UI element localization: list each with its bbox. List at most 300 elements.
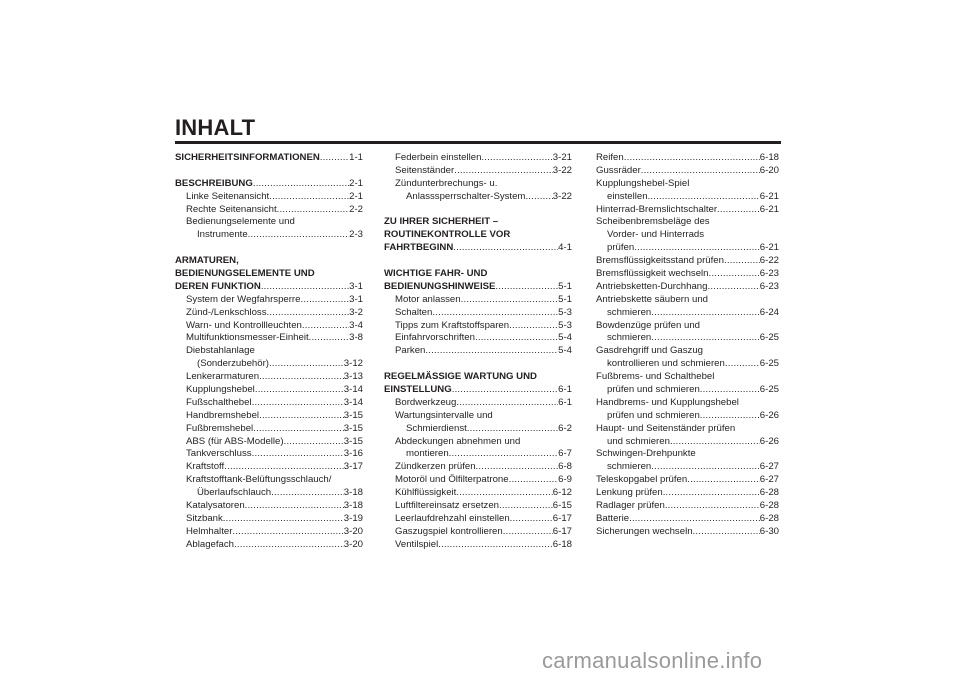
toc-entry-title: Zünd-/Lenkschloss xyxy=(186,306,267,318)
toc-spacer xyxy=(384,358,572,371)
toc-page-number: 3-12 xyxy=(343,358,363,370)
toc-spacer xyxy=(175,242,363,255)
toc-entry[interactable] xyxy=(596,487,779,500)
toc-entry xyxy=(596,229,779,242)
toc-entry-title: Schalten xyxy=(395,306,433,318)
toc-entry-title: Anlasssperrschalter-System xyxy=(406,190,526,202)
toc-page-number: 6-21 xyxy=(759,203,779,215)
toc-leader-dots xyxy=(509,320,558,333)
toc-section-heading xyxy=(175,255,363,268)
toc-entry[interactable] xyxy=(384,320,572,333)
toc-entry-title: Instrumente xyxy=(197,229,248,241)
toc-entry[interactable] xyxy=(175,294,363,307)
toc-entry-title: Handbremshebel xyxy=(186,409,260,421)
toc-entry xyxy=(384,436,572,449)
toc-page-number: 6-27 xyxy=(759,461,779,473)
toc-leader-dots xyxy=(425,345,558,358)
toc-entry[interactable] xyxy=(175,410,363,423)
toc-leader-dots xyxy=(693,526,760,539)
toc-leader-dots xyxy=(259,410,344,423)
toc-leader-dots xyxy=(629,513,760,526)
toc-entry-title: Teleskopgabel prüfen xyxy=(596,474,688,486)
toc-entry[interactable] xyxy=(384,397,572,410)
toc-page-number: 4-1 xyxy=(558,242,572,254)
toc-leader-dots xyxy=(267,307,350,320)
toc-entry-title: FAHRTBEGINN xyxy=(384,242,454,254)
toc-leader-dots xyxy=(252,397,344,410)
toc-page-number: 3-15 xyxy=(343,409,363,421)
toc-section-heading xyxy=(175,268,363,281)
toc-leader-dots xyxy=(467,423,558,436)
toc-section-heading[interactable] xyxy=(175,152,363,165)
toc-entry-title: Handbrems- und Kupplungshebel xyxy=(596,396,739,408)
toc-entry[interactable] xyxy=(175,332,363,345)
toc-entry-title: Lenkung prüfen xyxy=(596,487,663,499)
toc-leader-dots xyxy=(456,487,552,500)
toc-entry[interactable] xyxy=(596,384,779,397)
toc-entry-title: Kupplungshebel xyxy=(186,384,255,396)
toc-page-number: 3-21 xyxy=(552,152,572,163)
toc-entry-title: Einfahrvorschriften xyxy=(395,332,475,344)
toc-entry-title: Vorder- und Hinterrads xyxy=(607,229,705,241)
toc-leader-dots xyxy=(277,204,349,217)
page-title: INHALT xyxy=(175,115,256,140)
toc-entry xyxy=(175,474,363,487)
toc-entry[interactable] xyxy=(596,255,779,268)
toc-entry-title: einstellen xyxy=(607,190,648,202)
toc-leader-dots xyxy=(320,152,349,165)
toc-section-heading[interactable] xyxy=(384,242,572,255)
toc-page-number: 6-25 xyxy=(759,332,779,344)
toc-page-number: 1-1 xyxy=(349,152,363,163)
toc-page-number: 2-2 xyxy=(349,203,363,215)
toc-entry-title: Scheibenbremsbeläge des xyxy=(596,216,710,228)
toc-column-3 xyxy=(596,152,779,539)
toc-entry-title: Radlager prüfen xyxy=(596,500,665,512)
toc-page-number: 6-23 xyxy=(759,268,779,280)
toc-entry[interactable] xyxy=(175,526,363,539)
toc-entry-title: schmieren xyxy=(607,332,652,344)
toc-entry[interactable] xyxy=(384,526,572,539)
toc-entry[interactable] xyxy=(384,487,572,500)
toc-entry[interactable] xyxy=(175,487,363,500)
toc-entry[interactable] xyxy=(596,268,779,281)
toc-entry[interactable] xyxy=(384,448,572,461)
toc-page-number: 6-9 xyxy=(558,474,572,486)
toc-entry-title: ROUTINEKONTROLLE VOR xyxy=(384,229,511,241)
toc-entry[interactable] xyxy=(175,191,363,204)
toc-page-number: 3-2 xyxy=(349,306,363,318)
toc-entry[interactable] xyxy=(596,152,779,165)
toc-leader-dots xyxy=(456,397,558,410)
toc-page-number: 3-15 xyxy=(343,422,363,434)
toc-page-number: 6-1 xyxy=(558,384,572,396)
toc-entry-title: DEREN FUNKTION xyxy=(175,280,261,292)
toc-entry[interactable] xyxy=(596,332,779,345)
toc-page-number: 6-15 xyxy=(552,500,572,512)
toc-entry-title: Ventilspiel xyxy=(395,538,439,550)
toc-leader-dots xyxy=(309,332,349,345)
toc-leader-dots xyxy=(449,448,558,461)
toc-entry-title: Bremsflüssigkeit wechseln xyxy=(596,268,709,280)
toc-entry-title: montieren xyxy=(406,448,449,460)
toc-leader-dots xyxy=(700,384,760,397)
toc-entry[interactable] xyxy=(596,526,779,539)
toc-leader-dots xyxy=(253,178,349,191)
toc-entry[interactable] xyxy=(596,358,779,371)
toc-entry-title: Warn- und Kontrollleuchten xyxy=(186,319,302,331)
toc-leader-dots xyxy=(234,539,344,552)
toc-entry-title: prüfen und schmieren xyxy=(607,409,700,421)
toc-entry-title: Multifunktionsmesser-Einheit xyxy=(186,332,309,344)
toc-page-number: 6-2 xyxy=(558,422,572,434)
toc-entry-title: Kupplungshebel-Spiel xyxy=(596,177,690,189)
toc-entry[interactable] xyxy=(175,423,363,436)
toc-entry-title: Rechte Seitenansicht xyxy=(186,203,277,215)
toc-entry[interactable] xyxy=(175,307,363,320)
toc-leader-dots xyxy=(300,294,349,307)
toc-entry-title: BEDIENUNGSHINWEISE xyxy=(384,280,496,292)
toc-spacer xyxy=(384,255,572,268)
toc-page-number: 6-20 xyxy=(759,164,779,176)
toc-entry xyxy=(596,294,779,307)
toc-entry-title: Fußbrems- und Schalthebel xyxy=(596,371,715,383)
toc-page-number: 3-19 xyxy=(343,512,363,524)
toc-entry[interactable] xyxy=(384,345,572,358)
toc-leader-dots xyxy=(509,474,559,487)
toc-entry xyxy=(596,423,779,436)
toc-entry-title: Bedienungselemente und xyxy=(186,216,295,228)
toc-page-number: 2-1 xyxy=(349,177,363,189)
toc-entry-title: Gasdrehgriff und Gaszug xyxy=(596,345,704,357)
toc-leader-dots xyxy=(223,513,344,526)
toc-entry[interactable] xyxy=(384,152,572,165)
toc-entry-title: Haupt- und Seitenständer prüfen xyxy=(596,422,736,434)
toc-leader-dots xyxy=(248,229,349,242)
toc-entry[interactable] xyxy=(175,229,363,242)
toc-entry[interactable] xyxy=(384,294,572,307)
toc-spacer xyxy=(384,204,572,217)
toc-entry-title: System der Wegfahrsperre xyxy=(186,293,301,305)
toc-entry-title: Ablagefach xyxy=(186,538,235,550)
toc-entry-title: Federbein einstellen xyxy=(395,152,482,163)
toc-entry xyxy=(596,448,779,461)
toc-entry-title: SICHERHEITSINFORMATIONEN xyxy=(175,152,320,163)
watermark: carmanualsonline.info xyxy=(542,648,763,673)
toc-leader-dots xyxy=(475,332,558,345)
toc-leader-dots xyxy=(670,436,760,449)
toc-section-heading[interactable] xyxy=(384,384,572,397)
toc-leader-dots xyxy=(476,461,559,474)
toc-page-number: 6-7 xyxy=(558,448,572,460)
toc-leader-dots xyxy=(461,294,559,307)
toc-leader-dots xyxy=(641,165,760,178)
toc-entry[interactable] xyxy=(384,307,572,320)
toc-page-number: 6-18 xyxy=(552,538,572,550)
toc-leader-dots xyxy=(253,423,344,436)
toc-entry-title: Parken xyxy=(395,345,426,357)
toc-entry[interactable] xyxy=(175,513,363,526)
toc-entry-title: Batterie xyxy=(596,512,630,524)
toc-leader-dots xyxy=(453,242,558,255)
toc-page-number: 2-1 xyxy=(349,190,363,202)
toc-page-number: 6-17 xyxy=(552,512,572,524)
toc-entry xyxy=(596,320,779,333)
toc-entry-title: EINSTELLUNG xyxy=(384,384,452,396)
toc-entry[interactable] xyxy=(175,320,363,333)
toc-entry[interactable] xyxy=(596,307,779,320)
toc-leader-dots xyxy=(724,255,760,268)
toc-page-number: 3-20 xyxy=(343,538,363,550)
toc-entry-title: Antriebsketten-Durchhang xyxy=(596,280,708,292)
toc-page-number: 6-28 xyxy=(759,512,779,524)
toc-leader-dots xyxy=(454,165,553,178)
toc-entry-title: Bremsflüssigkeitsstand prüfen xyxy=(596,255,724,267)
toc-entry-title: Zündunterbrechungs- u. xyxy=(395,177,498,189)
toc-page-number: 6-27 xyxy=(759,474,779,486)
toc-entry-title: Bordwerkzeug xyxy=(395,396,457,408)
toc-entry-title: REGELMÄSSIGE WARTUNG UND xyxy=(384,371,537,383)
toc-section-heading xyxy=(384,371,572,384)
toc-leader-dots xyxy=(432,307,558,320)
toc-page-number: 6-8 xyxy=(558,461,572,473)
toc-page-number: 6-18 xyxy=(759,152,779,163)
toc-entry[interactable] xyxy=(175,539,363,552)
toc-entry[interactable] xyxy=(596,165,779,178)
toc-entry-title: Kraftstoff xyxy=(186,461,225,473)
toc-page-number: 3-1 xyxy=(349,280,363,292)
toc-leader-dots xyxy=(651,307,760,320)
toc-page-number: 3-17 xyxy=(343,461,363,473)
toc-leader-dots xyxy=(624,152,760,165)
toc-entry-title: Schwingen-Drehpunkte xyxy=(596,448,696,460)
toc-leader-dots xyxy=(648,191,760,204)
toc-entry-title: Helmhalter xyxy=(186,525,233,537)
toc-entry xyxy=(596,216,779,229)
toc-entry-title: Bowdenzüge prüfen und xyxy=(596,319,701,331)
toc-page-number: 3-8 xyxy=(349,332,363,344)
toc-page-number: 2-3 xyxy=(349,229,363,241)
toc-entry[interactable] xyxy=(384,539,572,552)
toc-page-number: 3-14 xyxy=(343,396,363,408)
toc-page-number: 6-24 xyxy=(759,306,779,318)
toc-page-number: 3-22 xyxy=(552,190,572,202)
toc-entry-title: Lenkerarmaturen xyxy=(186,371,260,383)
toc-leader-dots xyxy=(665,500,760,513)
toc-leader-dots xyxy=(651,461,760,474)
toc-entry[interactable] xyxy=(596,242,779,255)
toc-entry-title: Luftfiltereinsatz ersetzen xyxy=(395,500,499,512)
toc-entry[interactable] xyxy=(175,397,363,410)
toc-entry[interactable] xyxy=(596,191,779,204)
toc-column-1 xyxy=(175,152,363,552)
toc-entry[interactable] xyxy=(384,500,572,513)
toc-page-number: 3-14 xyxy=(343,384,363,396)
toc-entry-title: Kraftstofftank-Belüftungsschlauch/ xyxy=(186,474,332,486)
toc-entry-title: und schmieren xyxy=(607,435,670,447)
toc-entry-title: ZU IHRER SICHERHEIT – xyxy=(384,216,499,228)
toc-entry[interactable] xyxy=(384,165,572,178)
toc-page-number: 6-21 xyxy=(759,190,779,202)
toc-entry[interactable] xyxy=(384,191,572,204)
toc-entry-title: Hinterrad-Bremslichtschalter xyxy=(596,203,718,215)
toc-page-number: 6-1 xyxy=(558,396,572,408)
toc-entry-title: Katalysatoren xyxy=(186,500,245,512)
toc-leader-dots xyxy=(663,487,760,500)
toc-entry[interactable] xyxy=(384,332,572,345)
toc-entry[interactable] xyxy=(384,474,572,487)
toc-leader-dots xyxy=(271,487,344,500)
toc-entry xyxy=(175,216,363,229)
title-underline xyxy=(175,141,781,144)
toc-entry xyxy=(596,178,779,191)
toc-page-number: 6-17 xyxy=(552,525,572,537)
toc-entry[interactable] xyxy=(175,436,363,449)
toc-leader-dots xyxy=(707,281,759,294)
toc-leader-dots xyxy=(284,436,344,449)
toc-entry[interactable] xyxy=(596,436,779,449)
toc-entry[interactable] xyxy=(175,358,363,371)
toc-entry-title: (Sonderzubehör) xyxy=(197,358,269,370)
toc-leader-dots xyxy=(525,191,552,204)
toc-entry-title: Sicherungen wechseln xyxy=(596,525,693,537)
toc-page-number: 3-1 xyxy=(349,293,363,305)
toc-page-number: 6-30 xyxy=(759,525,779,537)
toc-entry-title: Gaszugspiel kontrollieren xyxy=(395,525,503,537)
toc-leader-dots xyxy=(634,242,760,255)
toc-leader-dots xyxy=(224,461,344,474)
toc-leader-dots xyxy=(259,371,344,384)
toc-entry-title: kontrollieren und schmieren xyxy=(607,358,725,370)
toc-page-number: 6-26 xyxy=(759,409,779,421)
toc-page-number: 6-12 xyxy=(552,487,572,499)
toc-entry-title: Fußbremshebel xyxy=(186,422,254,434)
toc-section-heading xyxy=(384,229,572,242)
toc-entry-title: Seitenständer xyxy=(395,164,455,176)
toc-entry[interactable] xyxy=(175,371,363,384)
toc-entry-title: Fußschalthebel xyxy=(186,396,252,408)
toc-entry-title: prüfen xyxy=(607,242,635,254)
toc-entry[interactable] xyxy=(384,423,572,436)
toc-section-heading[interactable] xyxy=(384,281,572,294)
toc-leader-dots xyxy=(687,474,760,487)
toc-entry[interactable] xyxy=(596,204,779,217)
toc-leader-dots xyxy=(269,191,349,204)
toc-entry-title: Reifen xyxy=(596,152,624,163)
toc-leader-dots xyxy=(302,320,349,333)
toc-page-number: 5-4 xyxy=(558,332,572,344)
toc-entry xyxy=(596,371,779,384)
toc-leader-dots xyxy=(495,281,558,294)
toc-page-number: 3-16 xyxy=(343,448,363,460)
toc-page-number: 5-1 xyxy=(558,280,572,292)
toc-section-heading[interactable] xyxy=(175,178,363,191)
toc-leader-dots xyxy=(232,526,343,539)
toc-leader-dots xyxy=(269,358,344,371)
toc-entry-title: schmieren xyxy=(607,461,652,473)
toc-entry-title: BESCHREIBUNG xyxy=(175,177,253,189)
toc-entry-title: Linke Seitenansicht xyxy=(186,190,270,202)
toc-section-heading[interactable] xyxy=(175,281,363,294)
toc-page-number: 6-28 xyxy=(759,500,779,512)
toc-entry xyxy=(596,397,779,410)
toc-entry[interactable] xyxy=(596,500,779,513)
toc-page-number: 3-4 xyxy=(349,319,363,331)
toc-page-number: 6-23 xyxy=(759,280,779,292)
toc-entry[interactable] xyxy=(596,513,779,526)
toc-entry[interactable] xyxy=(596,461,779,474)
toc-entry-title: Sitzbank xyxy=(186,512,223,524)
toc-column-2 xyxy=(384,152,572,552)
toc-leader-dots xyxy=(481,152,552,165)
toc-page-number: 6-22 xyxy=(759,255,779,267)
toc-page-number: 6-21 xyxy=(759,242,779,254)
toc-entry-title: schmieren xyxy=(607,306,652,318)
toc-entry xyxy=(384,178,572,191)
toc-leader-dots xyxy=(700,410,760,423)
toc-entry[interactable] xyxy=(175,204,363,217)
toc-leader-dots xyxy=(261,281,349,294)
toc-entry[interactable] xyxy=(175,448,363,461)
toc-entry-title: Abdeckungen abnehmen und xyxy=(395,435,521,447)
toc-entry-title: Wartungsintervalle und xyxy=(395,409,493,421)
toc-page-number: 3-22 xyxy=(552,164,572,176)
toc-leader-dots xyxy=(503,526,553,539)
toc-page-number: 3-18 xyxy=(343,487,363,499)
toc-entry-title: Leerlaufdrehzahl einstellen xyxy=(395,512,510,524)
toc-entry-title: Gussräder xyxy=(596,164,641,176)
toc-entry[interactable] xyxy=(384,461,572,474)
toc-entry xyxy=(384,410,572,423)
toc-section-heading xyxy=(384,216,572,229)
toc-entry[interactable] xyxy=(596,281,779,294)
toc-section-heading xyxy=(384,268,572,281)
toc-entry[interactable] xyxy=(175,500,363,513)
toc-page-number: 5-3 xyxy=(558,306,572,318)
toc-page-number: 3-18 xyxy=(343,500,363,512)
toc-entry-title: ARMATUREN, xyxy=(175,255,239,267)
toc-page-number: 5-4 xyxy=(558,345,572,357)
toc-entry xyxy=(175,345,363,358)
toc-entry[interactable] xyxy=(175,384,363,397)
toc-page-number: 6-25 xyxy=(759,358,779,370)
toc-leader-dots xyxy=(255,384,344,397)
toc-page-number: 6-28 xyxy=(759,487,779,499)
toc-entry-title: Zündkerzen prüfen xyxy=(395,461,476,473)
toc-leader-dots xyxy=(717,204,760,217)
toc-entry-title: Motoröl und Ölfilterpatrone xyxy=(395,474,509,486)
toc-leader-dots xyxy=(709,268,760,281)
toc-leader-dots xyxy=(438,539,553,552)
toc-entry[interactable] xyxy=(596,410,779,423)
toc-page-number: 3-13 xyxy=(343,371,363,383)
toc-entry-title: Tipps zum Kraftstoffsparen xyxy=(395,319,510,331)
toc-entry[interactable] xyxy=(384,513,572,526)
toc-entry[interactable] xyxy=(596,474,779,487)
toc-leader-dots xyxy=(452,384,558,397)
toc-entry-title: Antriebskette säubern und xyxy=(596,293,709,305)
toc-entry-title: WICHTIGE FAHR- UND xyxy=(384,268,488,280)
toc-leader-dots xyxy=(499,500,553,513)
toc-page-number: 5-1 xyxy=(558,293,572,305)
toc-entry-title: BEDIENUNGSELEMENTE UND xyxy=(175,268,315,280)
toc-page-number: 3-20 xyxy=(343,525,363,537)
toc-spacer xyxy=(175,165,363,178)
toc-leader-dots xyxy=(245,500,344,513)
toc-page-number: 5-3 xyxy=(558,319,572,331)
toc-entry[interactable] xyxy=(175,461,363,474)
toc-leader-dots xyxy=(651,332,760,345)
